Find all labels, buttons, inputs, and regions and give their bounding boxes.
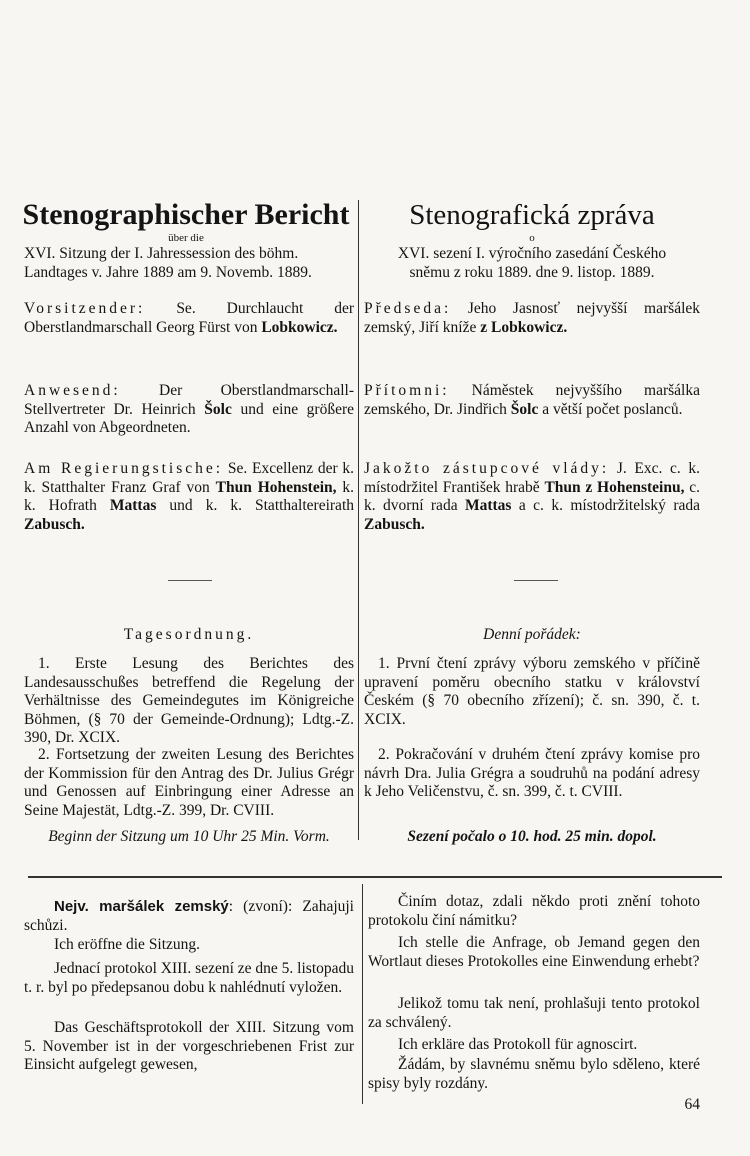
body-left-p2: Jednací protokol XIII. sezení ze dne 5. listopadu t. r. byl po předepsanou dobu k nahlédnutí vyložen. [24,960,355,996]
session-begin-left: Beginn der Sitzung um 10 Uhr 25 Min. Vorm. [48,828,330,845]
header-left [20,198,352,244]
agenda-heading-left: Tagesordnung. [123,626,255,643]
chair-right: Předseda: Jeho Jasnosť nejvyšší maršálek zemský, Jiří kníže z Lobkowicz. [364,300,701,336]
agenda-heading-right: Denní pořádek: [483,626,581,643]
agenda-item-2-right: 2. Pokračování v druhém čtení zprávy komise pro návrh Dra. Julia Grégra a soudruhů na podání adresy k Jeho Veličenstvu, č. sn. 399, č. t. CVIII. [364,746,700,800]
speaker-paragraph [24,898,354,935]
body-right-p1: Činím dotaz, zdali někdo proti znění tohoto protokolu činí námitku? [368,893,700,929]
body-right-p4: Ich erkläre das Protokoll für agnoscirt. [398,1036,638,1053]
body-left-p3: Das Geschäftsprotokoll der XIII. Sitzung vom 5. November ist in der vorgeschriebenen Frist zur Einsicht aufgelegt gewesen, [24,1019,354,1073]
speaker-note: : (zvoní): Zahajuji schůzi. [24,898,354,934]
government-right: Jakožto zástupcové vlády: J. Exc. c. k. místodržitel František hrabě Thun z Hohensteinu, c. k. dvorní rada Mattas a c. k. místodržitelský rada Zabusch. [364,460,701,533]
present-left: Anwesend: Der Oberstlandmarschall-Stellvertreter Dr. Heinrich Šolc und eine größere Anzahl von Abgeordneten. [24,382,355,436]
speaker-name: Nejv. maršálek zemský [54,898,229,915]
title-right: Stenografická zpráva [409,199,655,231]
session-right: XVI. sezení I. výročního zasedání Českého sněmu z roku 1889. dne 9. listop. 1889. [397,245,667,281]
page-number: 64 [684,1096,700,1113]
subtitle-left: über die [168,232,204,244]
title-left: Stenographischer Bericht [22,198,350,231]
body-right-p3: Jelikož tomu tak není, prohlašuji tento protokol za schválený. [368,995,700,1031]
session-left: XVI. Sitzung der I. Jahressession des böhm. Landtages v. Jahre 1889 am 9. Novemb. 1889. [24,245,312,281]
body-right-p2: Ich stelle die Anfrage, ob Jemand gegen den Wortlaut dieses Protokolles eine Einwendung erhebt? [368,934,700,970]
header-right [362,198,702,244]
government-left: Am Regierungstische: Se. Excellenz der k. k. Statthalter Franz Graf von Thun Hohenstein, k. k. Hofrath Mattas und k. k. Statthaltereirath Zabusch. [24,460,355,533]
agenda-item-1-right: 1. První čtení zprávy výboru zemského v příčině upravení poměru obecního statku v království Českém (§ 70 obecního zřízení); č. sn. 390, č. t. XCIX. [364,655,700,728]
session-begin-right: Sezení počalo o 10. hod. 25 min. dopol. [407,828,657,845]
column-divider-lower [362,884,363,1104]
agenda-item-2-left: 2. Fortsetzung der zweiten Lesung des Berichtes der Kommission für den Antrag des Dr. Julius Grégr und Genossen auf Einbringung einer Adresse an Seine Majestät, Ldtg.-Z. 399, Dr. CVIII. [24,746,354,819]
divider-short-right [514,580,558,581]
agenda-item-1-left: 1. Erste Lesung des Berichtes des Landesausschußes betreffend die Regelung der Verhältnisse des Gemeindegutes im Königreiche Böhmen, (§ 70 der Gemeinde-Ordnung); Ldtg.-Z. 390, Dr. XCIX. [24,655,354,746]
present-right: Přítomni: Náměstek nejvyššího maršálka zemského, Dr. Jindřich Šolc a větší počet poslanců. [364,382,700,418]
column-divider-upper [358,200,359,840]
subtitle-right: o [529,232,535,244]
body-right-p5: Žádám, by slavnému sněmu bylo sděleno, které spisy byly rozdány. [368,1056,700,1092]
section-rule [28,876,722,878]
chair-left: Vorsitzender: Se. Durchlaucht der Oberstlandmarschall Georg Fürst von Lobkowicz. [24,300,354,336]
body-left-p1: Ich eröffne die Sitzung. [54,936,201,953]
divider-short-left [168,580,212,581]
